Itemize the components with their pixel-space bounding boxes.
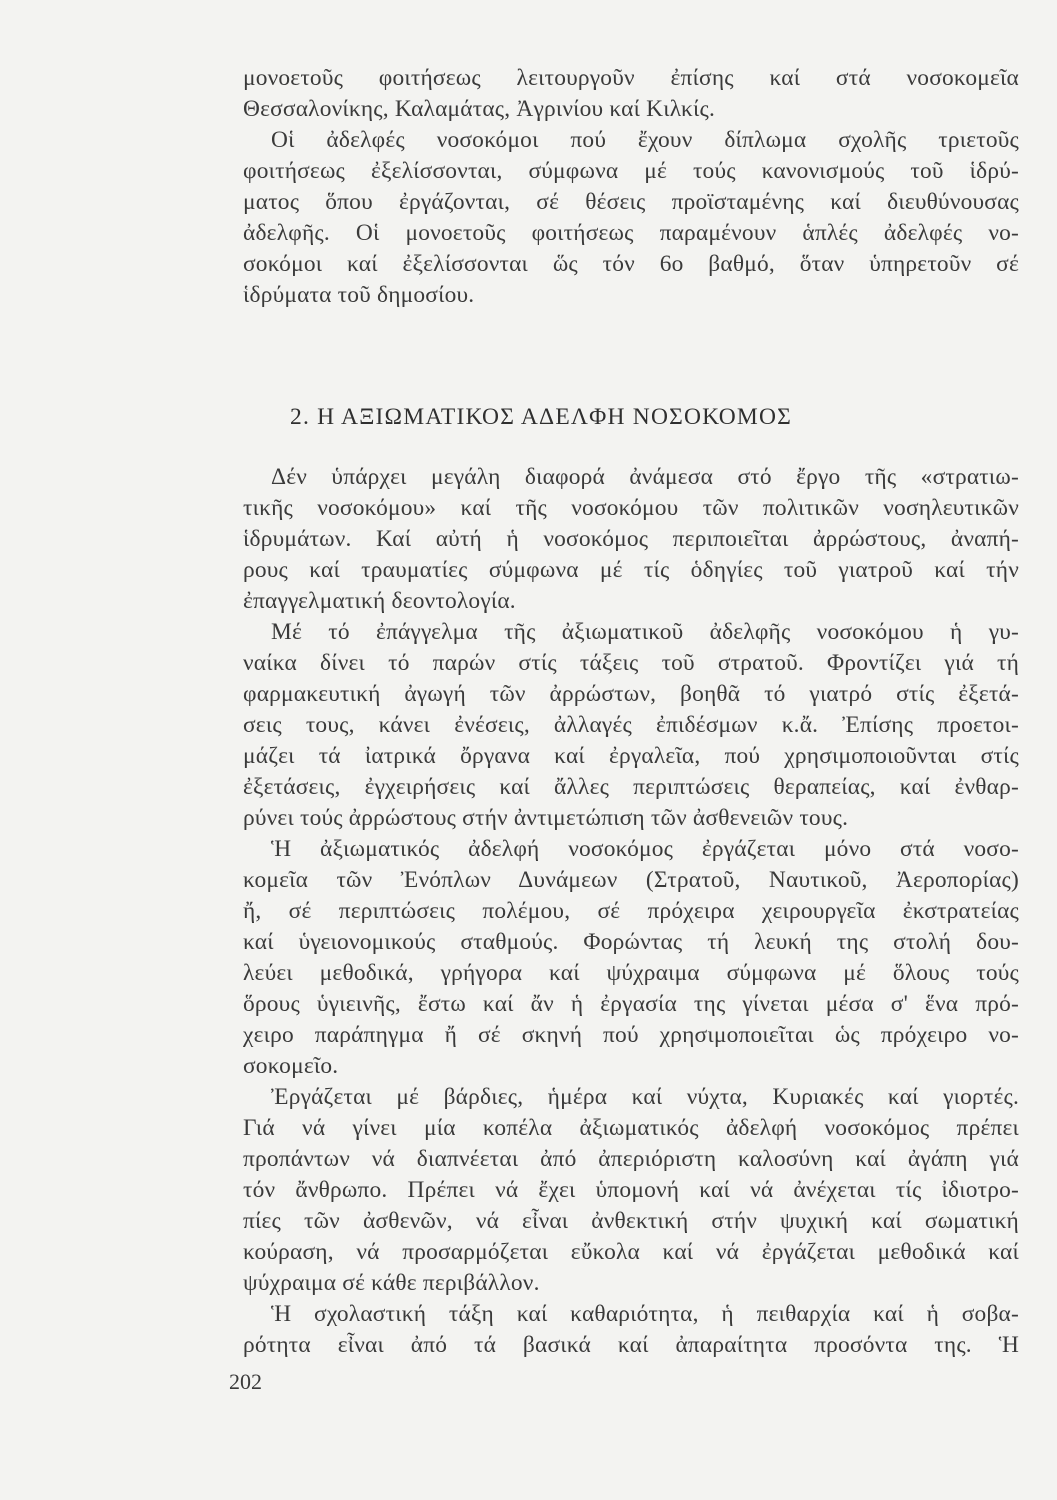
text-line: ἤ, σέ περιπτώσεις πολέμου, σέ πρόχειρα χειρουργεῖα ἐκστρατείας [243,898,1019,924]
text-line: Ἐργάζεται μέ βάρδιες, ἡμέρα καί νύχτα, Κυριακές καί γιορτές. [271,1084,1019,1110]
section-title: 2. Η ΑΞΙΩΜΑΤΙΚΟΣ ΑΔΕΛΦΗ ΝΟΣΟΚΟΜΟΣ [290,404,793,430]
text-line: Γιά νά γίνει μία κοπέλα ἀξιωματικός ἀδελφή νοσοκόμος πρέπει [243,1115,1019,1141]
text-line: ἱδρυμάτων. Καί αὐτή ἡ νοσοκόμος περιποιεῖται ἀρρώστους, ἀναπή- [243,526,1019,552]
text-line: τόν ἄνθρωπο. Πρέπει νά ἔχει ὑπομονή καί νά ἀνέχεται τίς ἰδιοτρο- [243,1177,1019,1203]
text-line: λεύει μεθοδικά, γρήγορα καί ψύχραιμα σύμφωνα μέ ὅλους τούς [243,960,1019,986]
text-line: καί ὑγειονομικούς σταθμούς. Φορώντας τή λευκή της στολή δου- [243,929,1019,955]
text-line: Ἡ σχολαστική τάξη καί καθαριότητα, ἡ πειθαρχία καί ἡ σοβα- [271,1301,1019,1327]
text-line: Ἡ ἀξιωματικός ἀδελφή νοσοκόμος ἐργάζεται μόνο στά νοσο- [271,836,1019,862]
text-line: ναίκα δίνει τό παρών στίς τάξεις τοῦ στρατοῦ. Φροντίζει γιά τή [243,650,1019,676]
page-number: 202 [229,1369,262,1394]
text-line: ἀδελφῆς. Οἱ μονοετοῦς φοιτήσεως παραμένουν ἁπλές ἀδελφές νο- [243,220,1019,246]
text-line: Θεσσαλονίκης, Καλαμάτας, Ἀγρινίου καί Κιλκίς. [243,96,716,122]
text-line: σεις τους, κάνει ἐνέσεις, ἀλλαγές ἐπιδέσμων κ.ἄ. Ἐπίσης προετοι- [243,712,1019,738]
text-line: κούραση, νά προσαρμόζεται εὔκολα καί νά ἐργάζεται μεθοδικά καί [243,1239,1019,1265]
text-line: ρύνει τούς ἀρρώστους στήν ἀντιμετώπιση τῶν ἀσθενειῶν τους. [243,805,849,831]
text-line: ρότητα εἶναι ἀπό τά βασικά καί ἀπαραίτητα προσόντα της. Ἡ [243,1332,1019,1358]
text-line: σοκόμοι καί ἐξελίσσονται ὥς τόν 6ο βαθμό, ὅταν ὑπηρετοῦν σέ [243,251,1019,277]
text-line: ἐπαγγελματική δεοντολογία. [243,588,516,614]
text-line: ἱδρύματα τοῦ δημοσίου. [243,282,475,308]
text-line: σοκομεῖο. [243,1053,339,1079]
text-line: μάζει τά ἰατρικά ὄργανα καί ἐργαλεῖα, πού χρησιμοποιοῦνται στίς [243,743,1019,769]
text-line: ἐξετάσεις, ἐγχειρήσεις καί ἄλλες περιπτώσεις θεραπείας, καί ἐνθαρ- [243,774,1019,800]
text-line: ὅρους ὑγιεινῆς, ἔστω καί ἄν ἡ ἐργασία της γίνεται μέσα σ' ἕνα πρό- [243,991,1019,1017]
text-line: ψύχραιμα σέ κάθε περιβάλλον. [243,1270,540,1296]
text-line: Δέν ὑπάρχει μεγάλη διαφορά ἀνάμεσα στό ἔργο τῆς «στρατιω- [271,464,1019,490]
text-line: φαρμακευτική ἀγωγή τῶν ἀρρώστων, βοηθᾶ τό γιατρό στίς ἐξετά- [243,681,1019,707]
text-line: κομεῖα τῶν Ἐνόπλων Δυνάμεων (Στρατοῦ, Ναυτικοῦ, Ἀεροπορίας) [243,867,1019,893]
text-line: τικῆς νοσοκόμου» καί τῆς νοσοκόμου τῶν πολιτικῶν νοσηλευτικῶν [243,495,1019,521]
text-line: Οἱ ἀδελφές νοσοκόμοι πού ἔχουν δίπλωμα σχολῆς τριετοῦς [271,127,1019,153]
text-line: Μέ τό ἐπάγγελμα τῆς ἀξιωματικοῦ ἀδελφῆς νοσοκόμου ἡ γυ- [271,619,1019,645]
text-line: φοιτήσεως ἐξελίσσονται, σύμφωνα μέ τούς κανονισμούς τοῦ ἱδρύ- [243,158,1019,184]
text-line: ρους καί τραυματίες σύμφωνα μέ τίς ὁδηγίες τοῦ γιατροῦ καί τήν [243,557,1019,583]
text-line: μονοετοῦς φοιτήσεως λειτουργοῦν ἐπίσης καί στά νοσοκομεῖα [243,65,1019,91]
text-line: ματος ὅπου ἐργάζονται, σέ θέσεις προϊσταμένης καί διευθύνουσας [243,189,1019,215]
text-line: πίες τῶν ἀσθενῶν, νά εἶναι ἀνθεκτική στήν ψυχική καί σωματική [243,1208,1019,1234]
text-line: προπάντων νά διαπνέεται ἀπό ἀπεριόριστη καλοσύνη καί ἀγάπη γιά [243,1146,1019,1172]
text-line: χειρο παράπηγμα ἤ σέ σκηνή πού χρησιμοποιεῖται ὡς πρόχειρο νο- [243,1022,1019,1048]
